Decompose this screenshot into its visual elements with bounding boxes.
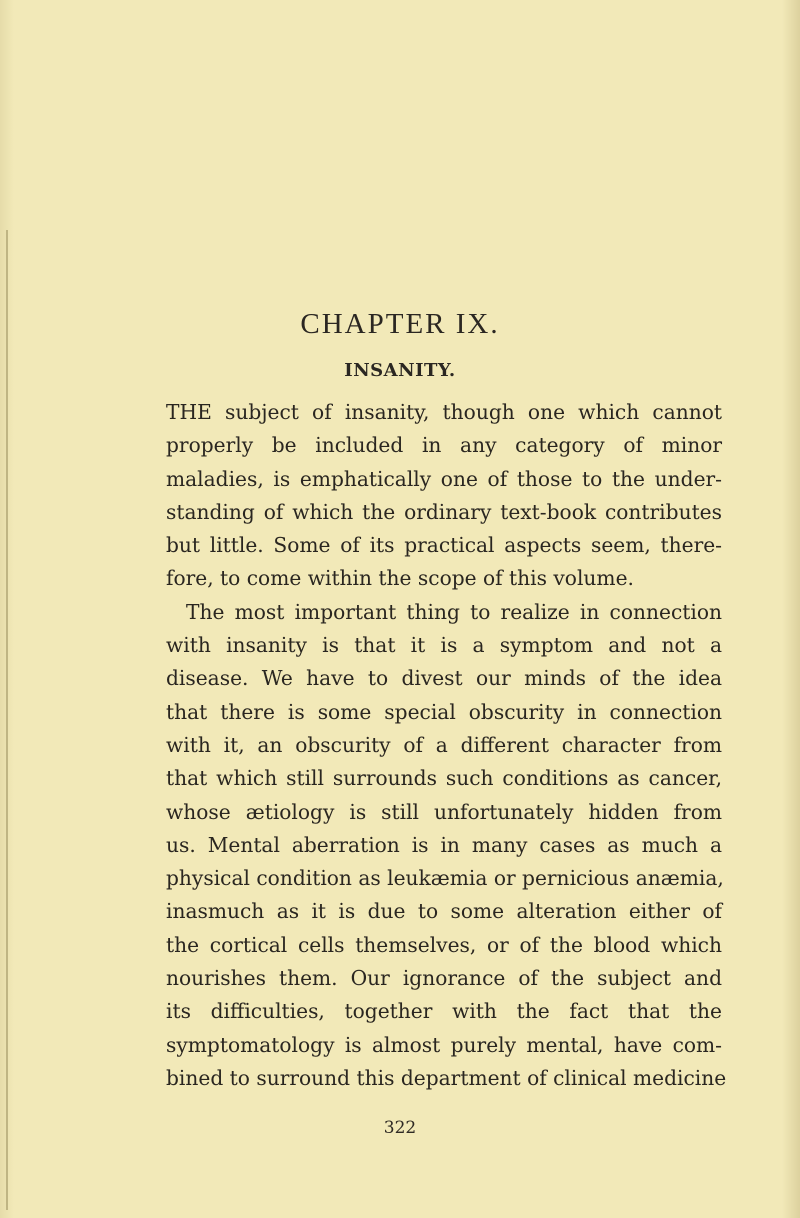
chapter-heading: CHAPTER IX. xyxy=(300,308,500,340)
text-line: but little. Some of its practical aspects seem, there- xyxy=(166,533,722,558)
chapter-title: INSANITY. xyxy=(344,360,456,381)
text-line: that there is some special obscurity in connection xyxy=(166,699,722,724)
text-line: with insanity is that it is a symptom and not a xyxy=(166,633,722,658)
text-line: properly be included in any category of minor xyxy=(166,433,722,458)
text-line: THE subject of insanity, though one which cannot xyxy=(166,400,722,424)
text-line: with it, an obscurity of a different character from xyxy=(166,732,722,757)
text-line: that which still surrounds such conditions as cancer, xyxy=(166,766,722,791)
text-line: symptomatology is almost purely mental, have com- xyxy=(166,1032,722,1057)
text-line: fore, to come within the scope of this volume. xyxy=(166,566,634,591)
text-line: physical condition as leukæmia or pernicious anæmia, xyxy=(166,866,724,891)
text-line: us. Mental aberration is in many cases as much a xyxy=(166,832,722,857)
text-line: standing of which the ordinary text-book contributes xyxy=(166,499,722,524)
text-line: whose ætiology is still unfortunately hidden from xyxy=(166,799,722,824)
text-line: its difficulties, together with the fact that the xyxy=(166,999,722,1024)
text-line: disease. We have to divest our minds of the idea xyxy=(166,666,722,691)
text-line: inasmuch as it is due to some alteration either of xyxy=(166,899,722,924)
body-text xyxy=(166,396,727,1095)
text-line: The most important thing to realize in connection xyxy=(186,599,722,624)
text-line: the cortical cells themselves, or of the blood which xyxy=(166,932,722,957)
page-number: 322 xyxy=(383,1118,417,1138)
text-line: nourishes them. Our ignorance of the subject and xyxy=(166,966,722,991)
text-line: bined to surround this department of clinical medicine xyxy=(166,1065,727,1090)
text-line: maladies, is emphatically one of those to the under- xyxy=(166,466,722,491)
